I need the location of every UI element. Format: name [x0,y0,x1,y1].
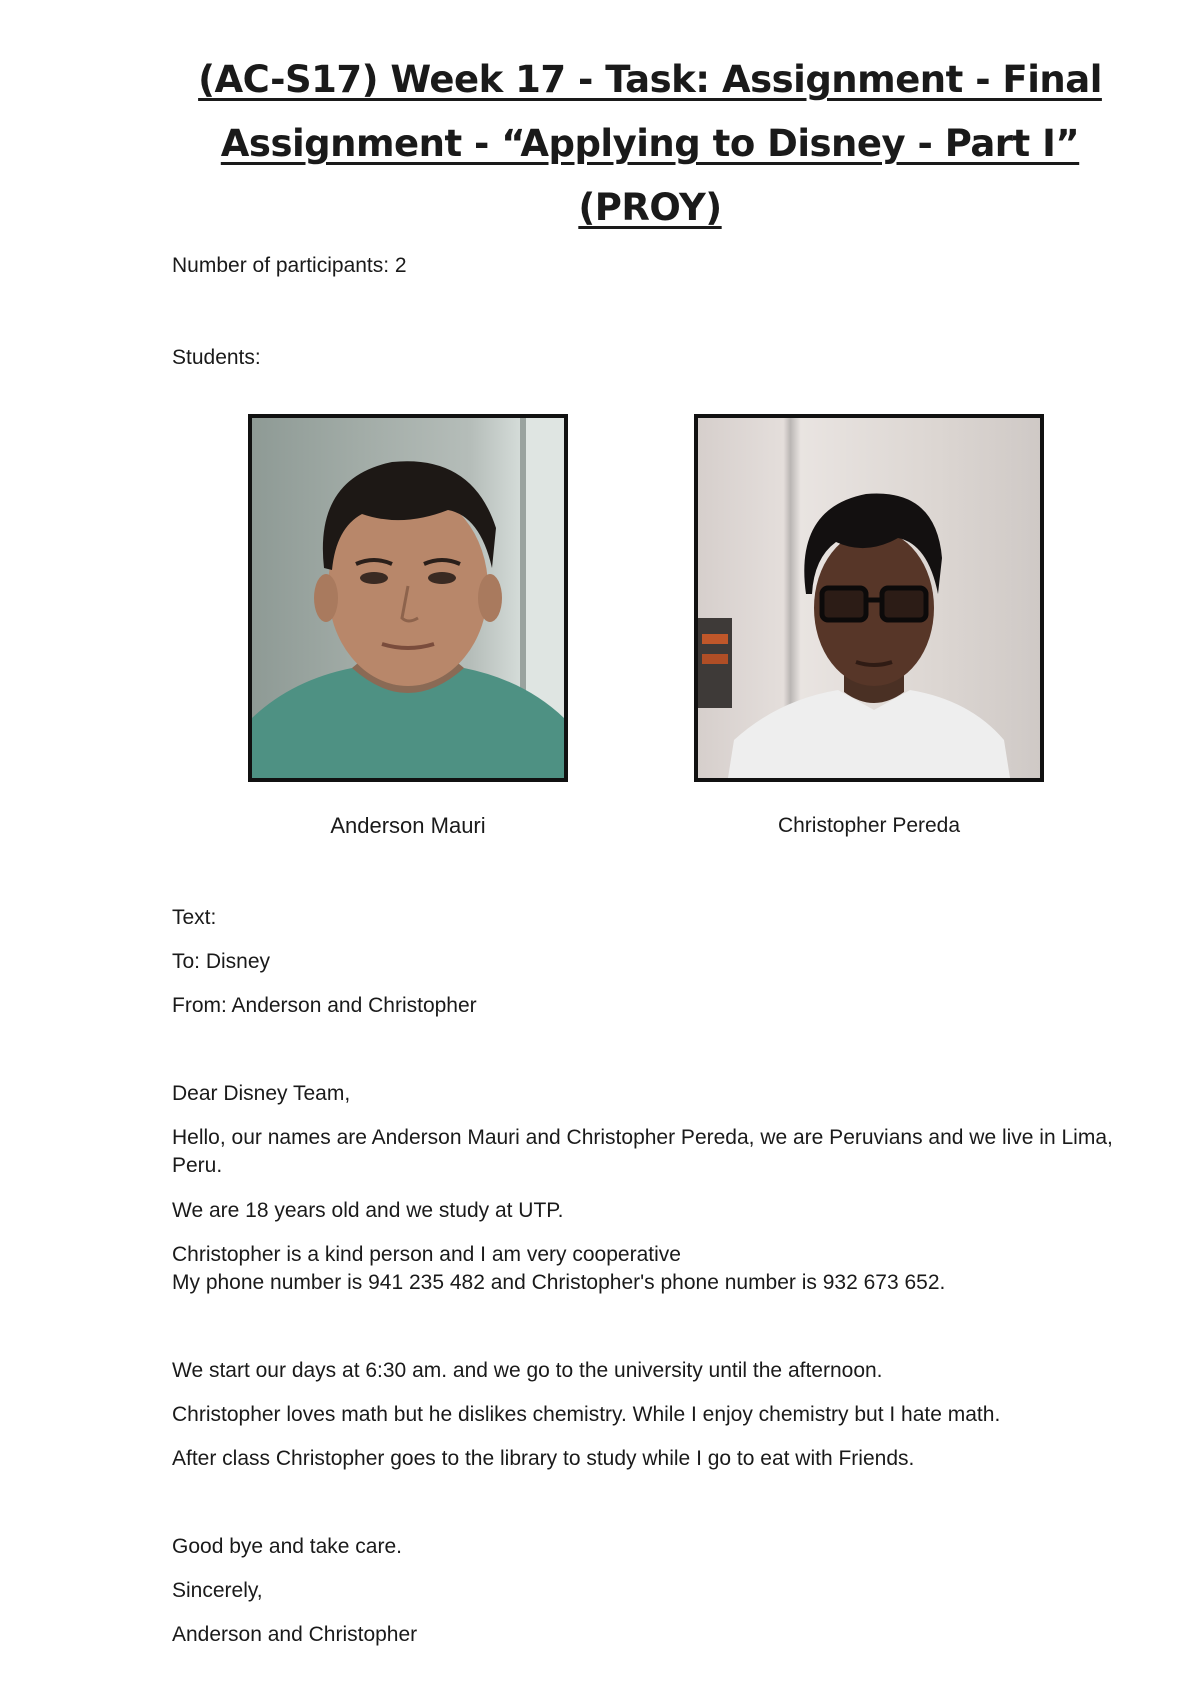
letter-paragraph-schedule: We start our days at 6:30 am. and we go to the university until the afternoon. [172,1359,883,1382]
title-line-3: (PROY) [578,186,722,229]
title-line-2: Assignment - “Applying to Disney - Part I” [220,122,1080,165]
letter-closing: Good bye and take care. [172,1535,402,1558]
letter-paragraph-after-class: After class Christopher goes to the library to study while I go to eat with Friends. [172,1447,915,1470]
title-line-1: (AC-S17) Week 17 - Task: Assignment - Final [198,58,1102,101]
student-photo-christopher [694,414,1044,782]
student-name-christopher: Christopher Pereda [777,814,961,837]
letter-greeting: Dear Disney Team, [172,1082,351,1105]
student-photo-christopher-image [698,418,1040,778]
student-photo-anderson [248,414,568,782]
text-label: Text: [172,906,217,929]
letter-paragraph-phone: My phone number is 941 235 482 and Christopher's phone number is 932 673 652. [172,1271,946,1294]
letter-paragraph-personality: Christopher is a kind person and I am very cooperative [172,1243,681,1266]
letter-paragraph-age: We are 18 years old and we study at UTP. [172,1199,564,1222]
letter-paragraph-intro: Hello, our names are Anderson Mauri and Christopher Pereda, we are Peruvians and we live in Lima, Peru. [172,1126,1113,1177]
document-title [172,48,1128,240]
letter-sign-off: Sincerely, [172,1579,263,1602]
participants-count: Number of participants: 2 [172,254,407,277]
letter-from: From: Anderson and Christopher [172,994,477,1017]
letter-to: To: Disney [172,950,271,973]
students-label: Students: [172,346,261,369]
student-name-anderson: Anderson Mauri [330,813,486,838]
letter-signature: Anderson and Christopher [172,1623,418,1646]
letter-paragraph-subjects: Christopher loves math but he dislikes chemistry. While I enjoy chemistry but I hate math. [172,1403,1001,1426]
student-photo-anderson-image [252,418,564,778]
